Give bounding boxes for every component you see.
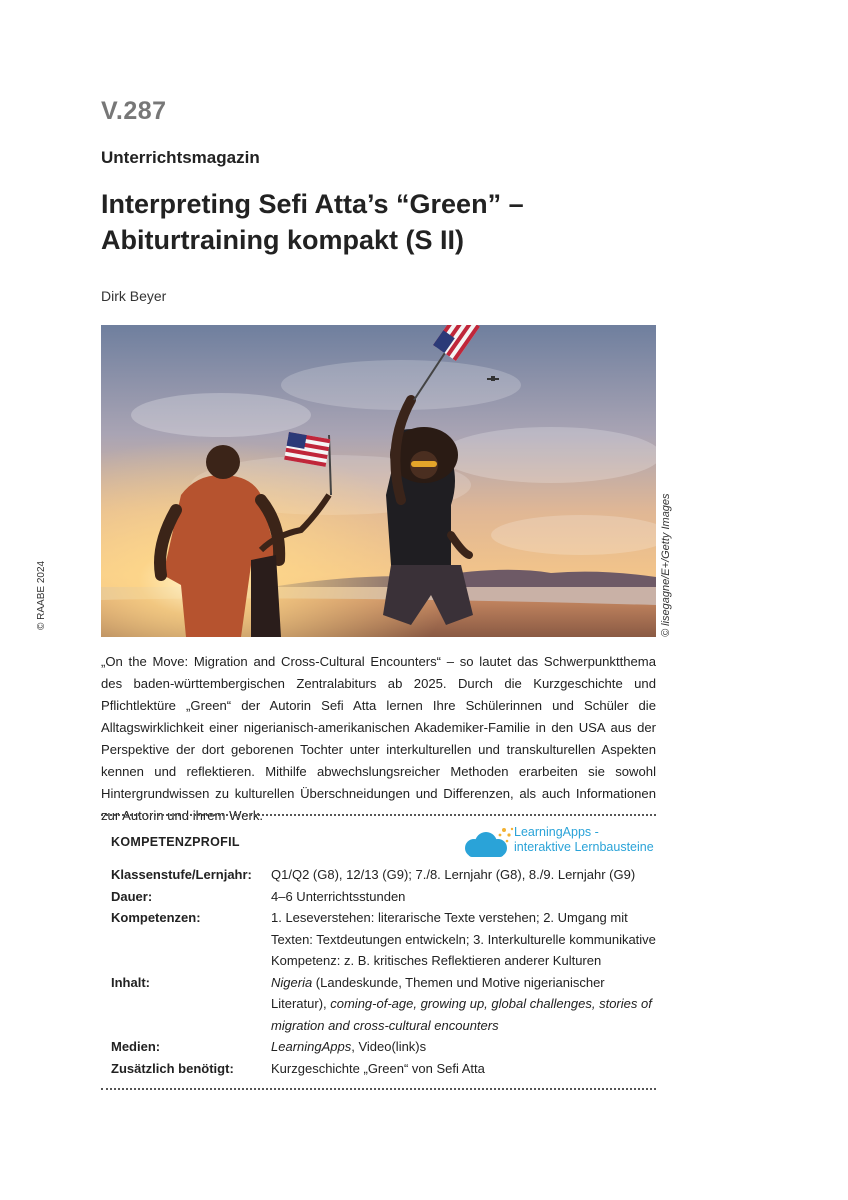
page-title: Interpreting Sefi Atta’s “Green” – Abiturtraining kompakt (S II) (101, 189, 524, 255)
profile-value (271, 972, 656, 1037)
volume-number: V.287 (101, 97, 167, 125)
divider-top (101, 814, 656, 816)
profile-row-duration (111, 886, 656, 908)
profile-value (271, 1036, 656, 1058)
profile-label: Zusätzlich benötigt: (111, 1060, 234, 1076)
author-name: Dirk Beyer (101, 288, 167, 304)
profile-label: Klassenstufe/Lernjahr: (111, 867, 252, 882)
profile-value: 1. Leseverstehen: literarische Texte verstehen; 2. Umgang mit Texten: Textdeutungen entwickeln; 3. Interkulturelle kommunikative Kompetenz: z. B. kritisches Reflektieren anderer Kulturen (271, 910, 656, 968)
profile-label: Kompetenzen: (111, 910, 201, 925)
value-italic: coming-of-age, growing up, global challenges, stories of migration and cross-cultural encounters (271, 996, 652, 1033)
copyright-note: © RAABE 2024 (36, 560, 47, 630)
photo-credit: © lisegagne/E+/Getty Images (660, 493, 672, 637)
profile-value: Kurzgeschichte „Green“ von Sefi Atta (271, 1060, 485, 1076)
profile-label: Inhalt: (111, 974, 150, 990)
cover-photo (101, 325, 656, 637)
logo-line-2: interaktive Lernbausteine (514, 840, 654, 854)
competence-profile (111, 864, 656, 1079)
profile-heading: KOMPETENZPROFIL (111, 835, 240, 849)
profile-row-media (111, 1036, 656, 1058)
learningapps-logo-text (514, 825, 654, 855)
profile-label: Dauer: (111, 888, 153, 904)
profile-row-additional (111, 1058, 656, 1080)
divider-bottom (101, 1088, 656, 1090)
profile-label: Medien: (111, 1039, 161, 1054)
profile-value: 4–6 Unterrichtsstunden (271, 888, 406, 904)
value-italic: Nigeria (271, 974, 313, 990)
value-plain: , Video(link)s (351, 1039, 427, 1054)
value-plain: (Landeskunde, Themen und Motive nigerianischer Literatur), (271, 974, 605, 1011)
profile-row-competences (111, 907, 656, 972)
intro-text (101, 651, 656, 827)
magazine-label: Unterrichtsmagazin (101, 148, 260, 167)
profile-row-content (111, 972, 656, 1037)
logo-line-1: LearningApps - (514, 825, 599, 839)
profile-value: Q1/Q2 (G8), 12/13 (G9); 7./8. Lernjahr (G8), 8./9. Lernjahr (G9) (271, 867, 636, 882)
profile-row-grade (111, 864, 656, 886)
intro-paragraph: „On the Move: Migration and Cross-Cultural Encounters“ – so lautet das Schwerpunktthema des baden-württembergischen Zentralabiturs ab 2025. Durch die Kurzgeschichte und Pflichtlektüre „Green“ der Autorin Sefi Atta lernen Ihre Schülerinnen und Schüler die Alltagswirklichkeit einer nigerianisch-amerikanischen Akademiker-Familie in den USA aus der Perspektive der dort geborenen Tochter unter interkulturellen und transkulturellen Aspekten kennen und reflektieren. Mithilfe abwechslungsreicher Methoden erarbeiten sie sowohl Hintergrundwissen zu kulturellen Überschneidungen und Differenzen, als auch Informationen zur Autorin und ihrem Werk. (101, 654, 656, 823)
value-italic: LearningApps (271, 1039, 352, 1054)
